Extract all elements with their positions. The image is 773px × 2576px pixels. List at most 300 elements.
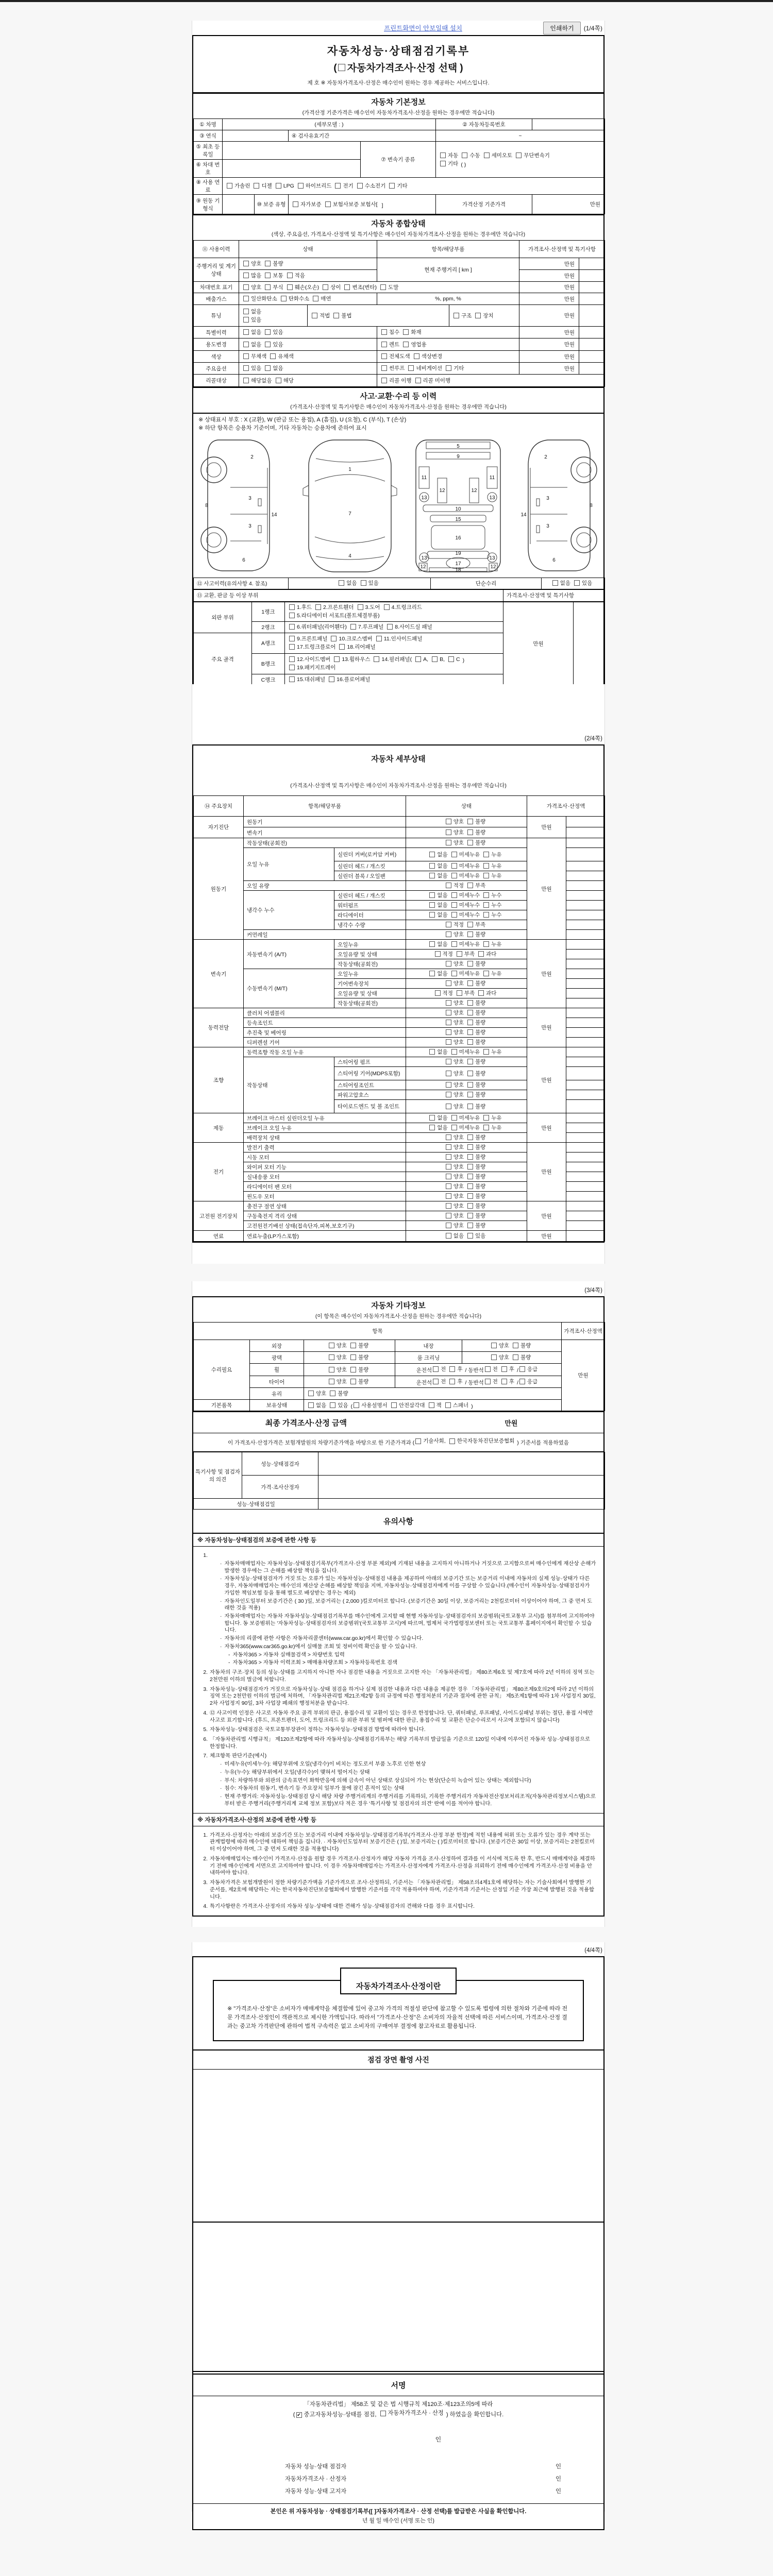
- checkbox-불량[interactable]: [265, 260, 283, 267]
- checkbox-불량[interactable]: [467, 1070, 485, 1077]
- checkbox-자동차가격조사·산정 선택[interactable]: [338, 60, 458, 74]
- checkbox-box[interactable]: [483, 941, 489, 947]
- checkbox-적음[interactable]: [287, 272, 305, 279]
- checkbox-A,[interactable]: [415, 656, 428, 663]
- checkbox-box[interactable]: [435, 990, 441, 996]
- checkbox-box[interactable]: [478, 951, 484, 957]
- checkbox-box[interactable]: [446, 1154, 451, 1160]
- checkbox-양호[interactable]: [243, 260, 261, 267]
- checkbox-불량[interactable]: [467, 818, 485, 825]
- checkbox-box[interactable]: [429, 1049, 435, 1055]
- checkbox-box[interactable]: [287, 284, 293, 290]
- checkbox-box[interactable]: [467, 1193, 473, 1199]
- checkbox-없음[interactable]: [429, 862, 447, 870]
- checkbox-불량[interactable]: [467, 1028, 485, 1036]
- checkbox-box[interactable]: [467, 1213, 473, 1218]
- checkbox-불량[interactable]: [467, 930, 485, 938]
- checkbox-과다[interactable]: [478, 950, 496, 958]
- checkbox-유채색[interactable]: [270, 352, 293, 360]
- checkbox-box[interactable]: [243, 309, 249, 314]
- checkbox-미세누수[interactable]: [451, 891, 480, 899]
- checkbox-스패너[interactable]: [445, 1401, 468, 1409]
- checkbox-19.패키지트레이[interactable]: [289, 664, 335, 671]
- checkbox-box[interactable]: [446, 840, 451, 845]
- checkbox-box[interactable]: [289, 676, 295, 682]
- checkbox-box[interactable]: [243, 317, 249, 323]
- checkbox-box[interactable]: [467, 1233, 473, 1239]
- checkbox-불량[interactable]: [467, 999, 485, 1007]
- checkbox-box[interactable]: [446, 1059, 451, 1064]
- checkbox-양호[interactable]: [329, 1366, 347, 1374]
- checkbox-구조[interactable]: [453, 312, 472, 319]
- checkbox-box[interactable]: [485, 1366, 491, 1372]
- checkbox-양호[interactable]: [446, 1222, 464, 1229]
- checkbox-box[interactable]: [446, 1082, 451, 1088]
- checkbox-box[interactable]: [467, 819, 473, 824]
- checkbox-불량[interactable]: [467, 979, 485, 987]
- checkbox-있음[interactable]: [243, 364, 261, 372]
- checkbox-box[interactable]: [350, 624, 356, 630]
- checkbox-없음[interactable]: [243, 328, 261, 336]
- checkbox-탄화수소[interactable]: [281, 295, 310, 302]
- checkbox-불량[interactable]: [467, 1163, 485, 1171]
- checkbox-box[interactable]: [483, 912, 489, 918]
- checkbox-불량[interactable]: [350, 1366, 368, 1374]
- checkbox-불량[interactable]: [467, 839, 485, 846]
- checkbox-과다[interactable]: [478, 989, 496, 997]
- checkbox-box[interactable]: [552, 580, 558, 586]
- checkbox-box[interactable]: [339, 644, 345, 650]
- checkbox-3.도어[interactable]: [358, 603, 380, 611]
- checkbox-box[interactable]: [350, 1367, 356, 1372]
- checkbox-누수[interactable]: [483, 891, 501, 899]
- checkbox-box[interactable]: [519, 1379, 525, 1384]
- checkbox-양호[interactable]: [446, 1028, 464, 1036]
- checkbox-box[interactable]: [451, 912, 457, 918]
- checkbox-box[interactable]: [289, 613, 295, 618]
- checkbox-안전삼각대[interactable]: [391, 1401, 425, 1409]
- checkbox-box[interactable]: [467, 1082, 473, 1088]
- checkbox-box[interactable]: [446, 883, 451, 888]
- checkbox-없음[interactable]: [429, 872, 447, 879]
- checkbox-box[interactable]: [478, 990, 484, 996]
- checkbox-box[interactable]: [483, 1115, 489, 1121]
- checkbox-box[interactable]: [276, 183, 281, 189]
- checkbox-6.쿼터패널(리어휀다)[interactable]: [289, 623, 347, 631]
- checkbox-응급[interactable]: [519, 1378, 537, 1385]
- checkbox-box[interactable]: [483, 902, 489, 908]
- checkbox-box[interactable]: [446, 829, 451, 835]
- checkbox-box[interactable]: [446, 819, 451, 824]
- checkbox-box[interactable]: [415, 656, 421, 662]
- checkbox-box[interactable]: [387, 624, 393, 630]
- checkbox-수동[interactable]: [462, 151, 480, 159]
- checkbox-box[interactable]: [381, 342, 387, 347]
- checkbox-없음[interactable]: [429, 891, 447, 899]
- checkbox-불량[interactable]: [467, 1133, 485, 1141]
- checkbox-box[interactable]: [243, 329, 249, 335]
- checkbox-box[interactable]: [462, 152, 467, 158]
- checkbox-box[interactable]: [333, 313, 339, 318]
- checkbox-box[interactable]: [415, 378, 421, 383]
- checkbox-box[interactable]: [308, 1402, 314, 1408]
- checkbox-양호[interactable]: [491, 1342, 509, 1349]
- checkbox-box[interactable]: [265, 365, 271, 371]
- checkbox-5.라디에이터 서포트(볼트체결부품)[interactable]: [289, 612, 380, 619]
- checkbox-box[interactable]: [403, 329, 409, 335]
- checkbox-box[interactable]: [338, 64, 345, 71]
- checkbox-box[interactable]: [446, 1104, 451, 1109]
- checkbox-누유[interactable]: [483, 1048, 501, 1056]
- checkbox-box[interactable]: [381, 353, 387, 359]
- checkbox-불량[interactable]: [467, 1212, 485, 1219]
- checkbox-양호[interactable]: [446, 1009, 464, 1016]
- checkbox-C[interactable]: [448, 656, 460, 663]
- checkbox-box[interactable]: [330, 1391, 335, 1396]
- checkbox-네비게이션[interactable]: [408, 364, 442, 372]
- checkbox-box[interactable]: [243, 378, 249, 383]
- checkbox-15.대쉬패널[interactable]: [289, 675, 325, 683]
- checkbox-있음[interactable]: [361, 579, 379, 587]
- checkbox-box[interactable]: [467, 931, 473, 937]
- checkbox-없음[interactable]: [308, 1401, 326, 1409]
- checkbox-box[interactable]: [429, 1402, 434, 1408]
- checkbox-box[interactable]: [501, 1379, 507, 1384]
- checkbox-누유[interactable]: [483, 940, 501, 948]
- checkbox-box[interactable]: [376, 636, 382, 641]
- checkbox-box[interactable]: [429, 1115, 435, 1121]
- checkbox-10.크로스멤버[interactable]: [331, 635, 372, 642]
- checkbox-미세누유[interactable]: [451, 872, 480, 879]
- checkbox-box[interactable]: [446, 1010, 451, 1015]
- checkbox-불량[interactable]: [350, 1342, 368, 1349]
- checkbox-box[interactable]: [483, 852, 489, 857]
- checkbox-8.사이드실 패널[interactable]: [387, 623, 432, 631]
- checkbox-없음[interactable]: [429, 1048, 447, 1056]
- checkbox-없음[interactable]: [429, 901, 447, 909]
- checkbox-box[interactable]: [451, 941, 457, 947]
- checkbox-box[interactable]: [467, 1154, 473, 1160]
- checkbox-box[interactable]: [446, 1233, 451, 1239]
- checkbox-box[interactable]: [380, 2411, 386, 2416]
- checkbox-2.프론트휀더[interactable]: [315, 603, 354, 611]
- checkbox-불량[interactable]: [467, 1192, 485, 1200]
- checkbox-4.트렁크리드[interactable]: [384, 603, 422, 611]
- checkbox-box[interactable]: [491, 1343, 497, 1348]
- checkbox-양호[interactable]: [446, 1163, 464, 1171]
- checkbox-box[interactable]: [429, 852, 435, 857]
- checkbox-box[interactable]: [287, 273, 293, 278]
- checkbox-box[interactable]: [467, 1020, 473, 1025]
- checkbox-box[interactable]: [449, 1438, 455, 1444]
- checkbox-box[interactable]: [243, 273, 249, 278]
- checkbox-box[interactable]: [446, 1020, 451, 1025]
- checkbox-box[interactable]: [429, 971, 435, 976]
- checkbox-상이[interactable]: [323, 283, 341, 291]
- checkbox-양호[interactable]: [446, 828, 464, 836]
- checkbox-B,[interactable]: [432, 656, 445, 663]
- checkbox-자가보증[interactable]: [293, 200, 322, 208]
- checkbox-box[interactable]: [334, 656, 340, 662]
- checkbox-box[interactable]: [389, 183, 395, 189]
- checkbox-box[interactable]: [467, 829, 473, 835]
- checkbox-적정[interactable]: [446, 882, 464, 889]
- checkbox-많음[interactable]: [243, 272, 261, 279]
- checkbox-box[interactable]: [467, 1039, 473, 1045]
- checkbox-없음[interactable]: [429, 1124, 447, 1131]
- checkbox-14.필러패널([interactable]: [374, 655, 412, 663]
- checkbox-양호[interactable]: [446, 1173, 464, 1180]
- checkbox-후[interactable]: [449, 1378, 462, 1385]
- checkbox-양호[interactable]: [446, 1058, 464, 1065]
- checkbox-box[interactable]: [293, 201, 298, 207]
- print-button[interactable]: 인쇄하기: [543, 22, 580, 35]
- checkbox-box[interactable]: [384, 604, 390, 610]
- checkbox-불량[interactable]: [467, 1173, 485, 1180]
- checkbox-양호[interactable]: [446, 1133, 464, 1141]
- checkbox-box[interactable]: [315, 604, 321, 610]
- checkbox-없음[interactable]: [243, 341, 261, 348]
- checkbox-box[interactable]: [446, 1039, 451, 1045]
- checkbox-box[interactable]: [403, 342, 409, 347]
- checkbox-불량[interactable]: [467, 1038, 485, 1046]
- checkbox-box[interactable]: [381, 378, 387, 383]
- checkbox-자동차가격조사 · 산정[interactable]: [380, 2409, 444, 2418]
- checkbox-box[interactable]: [467, 1183, 473, 1189]
- checkbox-box[interactable]: [265, 342, 271, 347]
- checkbox-box[interactable]: [483, 1125, 489, 1130]
- checkbox-box[interactable]: [446, 980, 451, 986]
- checkbox-미세누수[interactable]: [451, 901, 480, 909]
- checkbox-box[interactable]: [446, 1092, 451, 1097]
- checkbox-box[interactable]: [467, 1000, 473, 1006]
- checkbox-있음[interactable]: [265, 341, 283, 348]
- checkbox-box[interactable]: [451, 873, 457, 878]
- checkbox-box[interactable]: [484, 152, 490, 158]
- checkbox-box[interactable]: [513, 1354, 518, 1360]
- checkbox-box[interactable]: [344, 284, 350, 290]
- checkbox-디젤[interactable]: [254, 182, 272, 190]
- checkbox-box[interactable]: [298, 183, 304, 189]
- checkbox-box[interactable]: [350, 1354, 356, 1360]
- checkbox-box[interactable]: [243, 365, 249, 371]
- checkbox-box[interactable]: [467, 1071, 473, 1076]
- checkbox-box[interactable]: [467, 1174, 473, 1179]
- checkbox-썬루프[interactable]: [381, 364, 405, 372]
- checkbox-box[interactable]: [429, 1125, 435, 1130]
- checkbox-불량[interactable]: [467, 1019, 485, 1026]
- checkbox-box[interactable]: [449, 1379, 455, 1384]
- checkbox-색상변경[interactable]: [414, 352, 443, 360]
- checkbox-전[interactable]: [433, 1378, 446, 1385]
- checkbox-불량[interactable]: [467, 1202, 485, 1210]
- checkbox-box[interactable]: [415, 1438, 421, 1444]
- checkbox-box[interactable]: [381, 329, 387, 335]
- checkbox-box[interactable]: [446, 365, 451, 371]
- checkbox-응급[interactable]: [519, 1365, 537, 1373]
- checkbox-누유[interactable]: [483, 1114, 501, 1122]
- checkbox-box[interactable]: [446, 1071, 451, 1076]
- checkbox-전[interactable]: [485, 1365, 498, 1373]
- checkbox-불량[interactable]: [467, 1091, 485, 1098]
- checkbox-양호[interactable]: [308, 1389, 326, 1397]
- checkbox-box[interactable]: [467, 961, 473, 967]
- checkbox-없음[interactable]: [429, 940, 447, 948]
- checkbox-box[interactable]: [467, 980, 473, 986]
- checkbox-box[interactable]: [308, 1391, 314, 1396]
- checkbox-box[interactable]: [358, 604, 363, 610]
- checkbox-세미오토[interactable]: [484, 151, 513, 159]
- checkbox-누유[interactable]: [483, 862, 501, 870]
- checkbox-무단변속기[interactable]: [516, 151, 550, 159]
- checkbox-box[interactable]: [243, 296, 249, 301]
- checkbox-box[interactable]: [467, 1164, 473, 1170]
- checkbox-box[interactable]: [440, 161, 446, 166]
- checkbox-없음[interactable]: [339, 579, 357, 587]
- checkbox-양호[interactable]: [446, 1081, 464, 1089]
- checkbox-누유[interactable]: [483, 851, 501, 858]
- checkbox-box[interactable]: [429, 873, 435, 878]
- checkbox-적정[interactable]: [435, 950, 453, 958]
- checkbox-box[interactable]: [331, 636, 337, 641]
- checkbox-기술사회,[interactable]: [415, 1437, 446, 1446]
- checkbox-해당[interactable]: [276, 377, 294, 384]
- checkbox-없음[interactable]: [429, 911, 447, 919]
- checkbox-있음[interactable]: [265, 328, 283, 336]
- checkbox-box[interactable]: [467, 1223, 473, 1228]
- checkbox-box[interactable]: [414, 353, 419, 359]
- checkbox-box-checked[interactable]: ✔: [297, 2412, 301, 2418]
- checkbox-box[interactable]: [483, 1049, 489, 1055]
- checkbox-box[interactable]: [446, 1223, 451, 1228]
- checkbox-전[interactable]: [433, 1365, 446, 1373]
- checkbox-양호[interactable]: [446, 818, 464, 825]
- checkbox-box[interactable]: [270, 353, 276, 359]
- checkbox-없음[interactable]: [446, 1232, 464, 1240]
- checkbox-box[interactable]: [491, 1354, 497, 1360]
- checkbox-양호[interactable]: [446, 1212, 464, 1219]
- checkbox-box[interactable]: [289, 665, 295, 670]
- checkbox-기타[interactable]: [389, 182, 407, 190]
- checkbox-box[interactable]: [330, 1402, 335, 1408]
- checkbox-box[interactable]: [243, 284, 249, 290]
- checkbox-11.인사이드패널[interactable]: [376, 635, 423, 642]
- checkbox-box[interactable]: [429, 941, 435, 947]
- checkbox-box[interactable]: [243, 261, 249, 266]
- checkbox-box[interactable]: [519, 1366, 525, 1372]
- checkbox-box[interactable]: [451, 971, 457, 976]
- checkbox-있음[interactable]: [330, 1401, 348, 1409]
- checkbox-양호[interactable]: [446, 979, 464, 987]
- checkbox-box[interactable]: [453, 313, 459, 318]
- checkbox-부족[interactable]: [467, 882, 485, 889]
- checkbox-box[interactable]: [289, 624, 295, 630]
- checkbox-box[interactable]: [265, 284, 271, 290]
- checkbox-후[interactable]: [501, 1365, 514, 1373]
- checkbox-가솔린[interactable]: [227, 182, 250, 190]
- checkbox-box[interactable]: [467, 1203, 473, 1209]
- checkbox-box[interactable]: [448, 656, 454, 662]
- checkbox-box[interactable]: [467, 1059, 473, 1064]
- checkbox-미세누유[interactable]: [451, 940, 480, 948]
- checkbox-미세누유[interactable]: [451, 1114, 480, 1122]
- checkbox-box[interactable]: [429, 902, 435, 908]
- checkbox-box[interactable]: [451, 1049, 457, 1055]
- checkbox-box[interactable]: [329, 1379, 334, 1384]
- checkbox-box[interactable]: [457, 990, 462, 996]
- checkbox-box[interactable]: [446, 922, 451, 927]
- checkbox-불량[interactable]: [350, 1353, 368, 1361]
- checkbox-훼손(오손)[interactable]: [287, 283, 320, 291]
- checkbox-box[interactable]: [467, 1134, 473, 1140]
- checkbox-양호[interactable]: [446, 1103, 464, 1110]
- checkbox-box[interactable]: [374, 656, 379, 662]
- checkbox-box[interactable]: [449, 1366, 455, 1372]
- checkbox-양호[interactable]: [446, 960, 464, 968]
- checkbox-box[interactable]: [289, 644, 295, 650]
- checkbox-누유[interactable]: [483, 872, 501, 879]
- checkbox-양호[interactable]: [446, 999, 464, 1007]
- checkbox-box[interactable]: [289, 636, 295, 641]
- checkbox-전체도색[interactable]: [381, 352, 410, 360]
- checkbox-box[interactable]: [446, 1183, 451, 1189]
- checkbox-양호[interactable]: [446, 1038, 464, 1046]
- checkbox-양호[interactable]: [446, 1202, 464, 1210]
- checkbox-box[interactable]: [446, 1193, 451, 1199]
- checkbox-LPG[interactable]: [276, 183, 294, 189]
- checkbox-불량[interactable]: [467, 1143, 485, 1151]
- checkbox-1.후드[interactable]: [289, 603, 312, 611]
- checkbox-일산화탄소[interactable]: [243, 295, 277, 302]
- checkbox-불량[interactable]: [467, 1009, 485, 1016]
- checkbox-box[interactable]: [435, 951, 441, 957]
- checkbox-전기[interactable]: [335, 182, 353, 190]
- checkbox-box[interactable]: [445, 1402, 451, 1408]
- checkbox-box[interactable]: [329, 1367, 334, 1372]
- checkbox-화재[interactable]: [403, 328, 421, 336]
- checkbox-box[interactable]: [429, 863, 435, 869]
- checkbox-중고자동차성능·상태를 점검,[interactable]: [296, 2411, 377, 2419]
- checkbox-리콜 이행[interactable]: [381, 377, 412, 384]
- checkbox-box[interactable]: [446, 1029, 451, 1035]
- checkbox-box[interactable]: [227, 183, 232, 189]
- checkbox-box[interactable]: [467, 1029, 473, 1035]
- checkbox-box[interactable]: [429, 892, 435, 898]
- checkbox-불량[interactable]: [330, 1389, 348, 1397]
- checkbox-기타[interactable]: [446, 364, 464, 372]
- checkbox-누수[interactable]: [483, 911, 501, 919]
- checkbox-도말[interactable]: [380, 283, 398, 291]
- checkbox-box[interactable]: [325, 201, 331, 207]
- checkbox-box[interactable]: [451, 1115, 457, 1121]
- checkbox-없음[interactable]: [429, 1114, 447, 1122]
- checkbox-양호[interactable]: [329, 1378, 347, 1385]
- checkbox-양호[interactable]: [446, 1182, 464, 1190]
- checkbox-box[interactable]: [467, 1010, 473, 1015]
- checkbox-box[interactable]: [429, 912, 435, 918]
- checkbox-box[interactable]: [433, 1366, 439, 1372]
- checkbox-잭[interactable]: [429, 1401, 442, 1409]
- checkbox-렌트[interactable]: [381, 341, 399, 348]
- checkbox-양호[interactable]: [446, 1143, 464, 1151]
- checkbox-box[interactable]: [312, 313, 317, 318]
- checkbox-box[interactable]: [467, 1144, 473, 1150]
- checkbox-적정[interactable]: [435, 989, 453, 997]
- checkbox-불량[interactable]: [467, 1081, 485, 1089]
- checkbox-양호[interactable]: [446, 1091, 464, 1098]
- checkbox-box[interactable]: [446, 1134, 451, 1140]
- checkbox-box[interactable]: [276, 378, 281, 383]
